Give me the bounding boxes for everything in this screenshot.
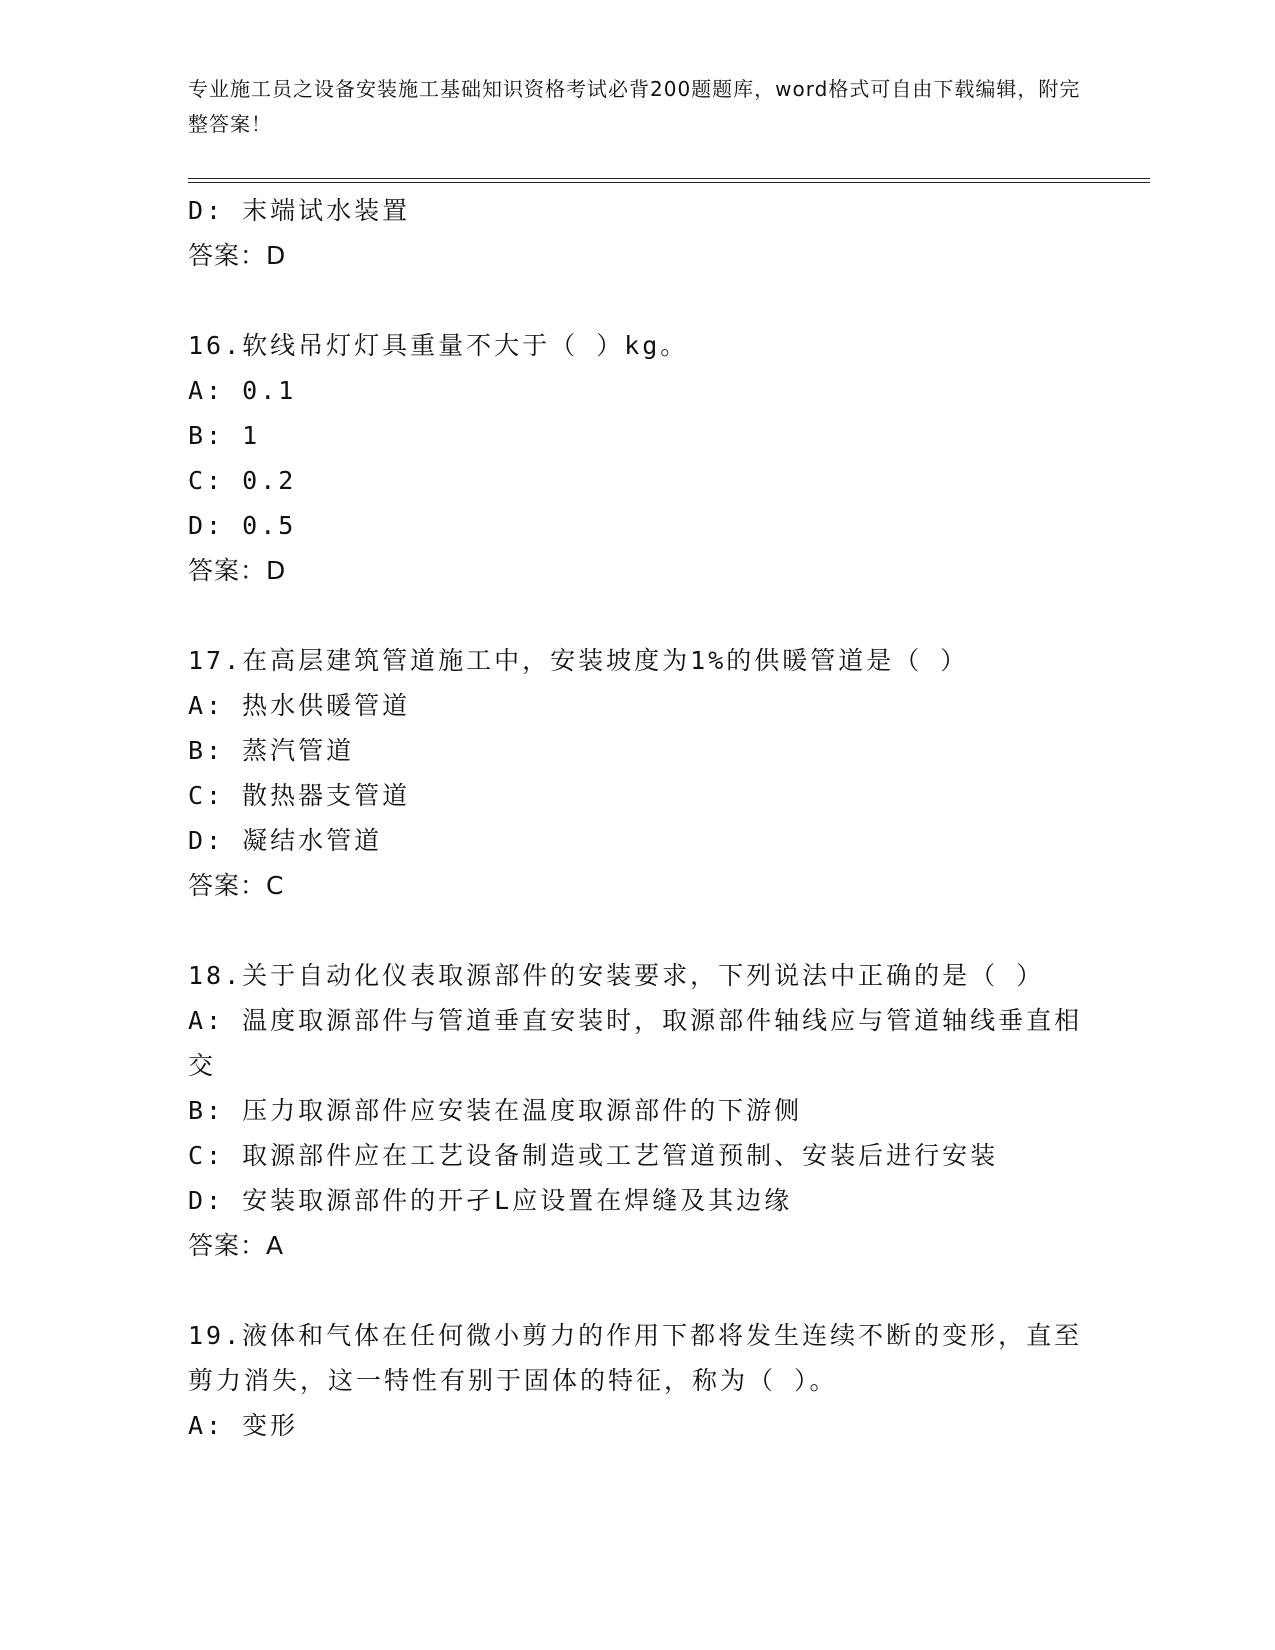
spacer	[188, 593, 1088, 638]
question-18-option-d: D: 安装取源部件的开孑L应设置在焊缝及其边缘	[188, 1186, 793, 1215]
page-header: 专业施工员之设备安装施工基础知识资格考试必背200题题库，word格式可自由下载编辑，附完整答案！	[188, 77, 1081, 136]
question-18-option-b: B: 压力取源部件应安装在温度取源部件的下游侧	[188, 1096, 803, 1125]
question-16-option-b: B: 1	[188, 421, 261, 450]
question-18-option-c: C: 取源部件应在工艺设备制造或工艺管道预制、安装后进行安装	[188, 1141, 999, 1170]
question-18-answer: 答案：A	[188, 1231, 285, 1260]
question-19-option-a: A: 变形	[188, 1411, 299, 1440]
question-16-option-d: D: 0.5	[188, 511, 297, 540]
question-16-answer: 答案：D	[188, 556, 287, 585]
document-body	[188, 188, 1088, 1448]
header-rule-bottom	[188, 182, 1150, 183]
question-16-option-c: C: 0.2	[188, 466, 297, 495]
question-17-option-c: C: 散热器支管道	[188, 781, 411, 810]
question-17-stem: 17.在高层建筑管道施工中，安装坡度为1%的供暖管道是（ ）	[188, 646, 969, 675]
question-17-option-a: A: 热水供暖管道	[188, 691, 411, 720]
question-18-option-a: A: 温度取源部件与管道垂直安装时，取源部件轴线应与管道轴线垂直相交	[188, 1006, 1083, 1080]
prev-answer: 答案：D	[188, 241, 287, 270]
header-rule-top	[188, 178, 1150, 179]
question-16-stem: 16.软线吊灯灯具重量不大于（ ）kg。	[188, 331, 689, 360]
prev-option-d: D: 末端试水装置	[188, 196, 411, 225]
question-17-option-d: D: 凝结水管道	[188, 826, 383, 855]
question-17-answer: 答案：C	[188, 871, 285, 900]
spacer	[188, 908, 1088, 953]
question-18-stem: 18.关于自动化仪表取源部件的安装要求，下列说法中正确的是（ ）	[188, 961, 1045, 990]
spacer	[188, 278, 1088, 323]
question-17-option-b: B: 蒸汽管道	[188, 736, 355, 765]
question-19-stem: 19.液体和气体在任何微小剪力的作用下都将发生连续不断的变形，直至剪力消失，这一特性有别于固体的特征，称为（ ）。	[188, 1321, 1083, 1395]
question-16-option-a: A: 0.1	[188, 376, 297, 405]
spacer	[188, 1268, 1088, 1313]
